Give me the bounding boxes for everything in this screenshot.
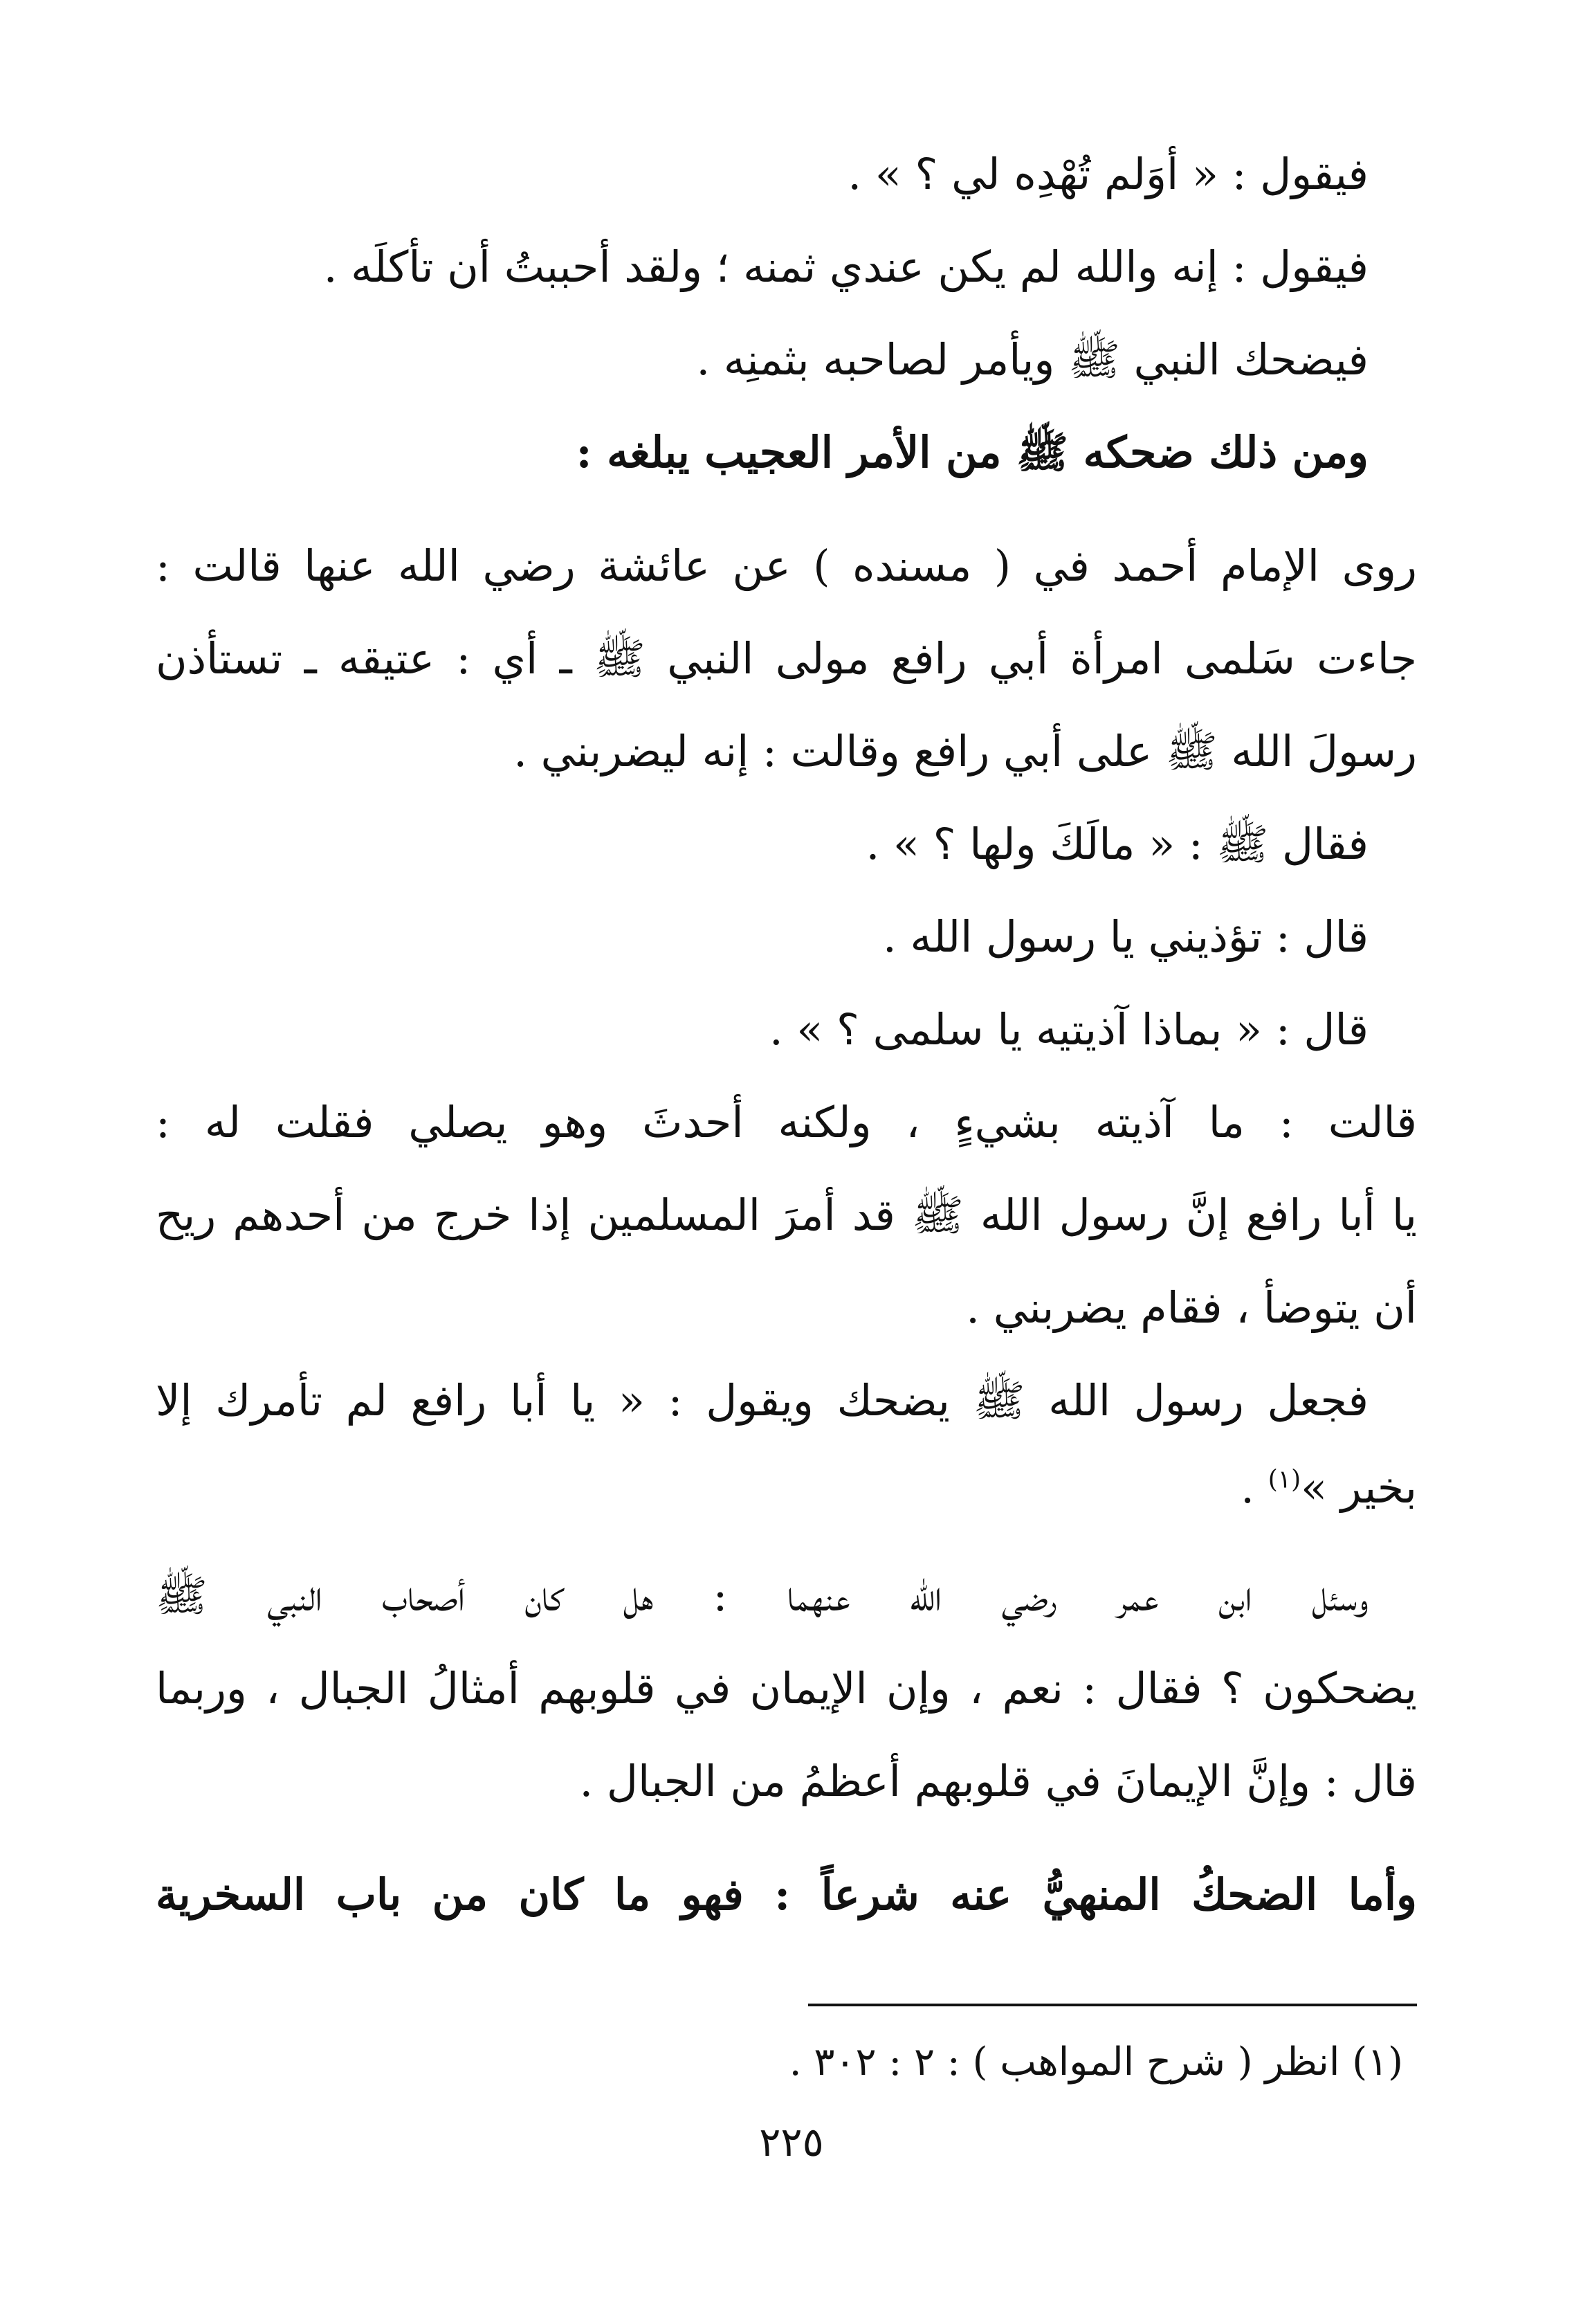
text-line: فيقول : إنه والله لم يكن عندي ثمنه ؛ ولقد أحببتُ أن تأكلَه .: [323, 242, 1369, 292]
text-line: يا أبا رافع إنَّ رسول الله ﷺ قد أمرَ المسلمين إذا خرج من أحدهم ريح: [156, 1190, 1417, 1240]
section-heading: ومن ذلك ضحكه ﷺ من الأمر العجيب يبلغه :: [576, 427, 1369, 478]
text-line-content: بخير »: [1301, 1462, 1417, 1513]
text-line: روى الإمام أحمد في ( مسنده ) عن عائشة رضي الله عنها قالت :: [156, 541, 1417, 591]
text-line: فقال ﷺ : « مالَكَ ولها ؟ » .: [866, 819, 1369, 869]
text-line: قال : وإنَّ الإيمانَ في قلوبهم أعظمُ من الجبال .: [579, 1756, 1417, 1806]
text-line: قالت : ما آذيته بشيءٍ ، ولكنه أحدثَ وهو يصلي فقلت له :: [156, 1097, 1417, 1147]
text-line: جاءت سَلمى امرأة أبي رافع مولى النبي ﷺ ـ أي : عتيقه ـ تستأذن: [156, 633, 1417, 684]
page-number: ٢٢٥: [759, 2118, 824, 2166]
text-line: يضحكون ؟ فقال : نعم ، وإن الإيمان في قلوبهم أمثالُ الجبال ، وربما: [156, 1663, 1417, 1714]
footnote-marker: (١): [1268, 1465, 1301, 1494]
text-line: فجعل رسول الله ﷺ يضحك ويقول : « يا أبا رافع لم تأمرك إلا: [156, 1375, 1369, 1426]
text-line: فيضحك النبي ﷺ ويأمر لصاحبه بثمنِه .: [696, 334, 1369, 385]
text-line: قال : « بماذا آذيتيه يا سلمى ؟ » .: [769, 1004, 1369, 1055]
footnote: (١) انظر ( شرح المواهب ) : ٢ : ٣٠٢ .: [789, 2040, 1403, 2085]
text-line: وسئل ابن عمر رضي الله عنهما : هل كان أصحاب النبي ﷺ: [156, 1570, 1369, 1621]
text-line: رسولَ الله ﷺ على أبي رافع وقالت : إنه ليضربني .: [513, 726, 1417, 777]
text-line: أن يتوضأ ، فقام يضربني .: [966, 1282, 1417, 1333]
text-line: فيقول : « أوَلم تُهْدِه لي ؟ » .: [848, 149, 1369, 199]
footnote-divider: [808, 2004, 1417, 2006]
text-line: وأما الضحكُ المنهيُّ عنه شرعاً : فهو ما كان من باب السخرية: [156, 1869, 1417, 1920]
body-text: [156, 128, 1417, 1941]
text-line: [156, 1447, 1417, 1529]
line-end-period: .: [1241, 1462, 1268, 1513]
text-line: قال : تؤذيني يا رسول الله .: [883, 911, 1369, 962]
